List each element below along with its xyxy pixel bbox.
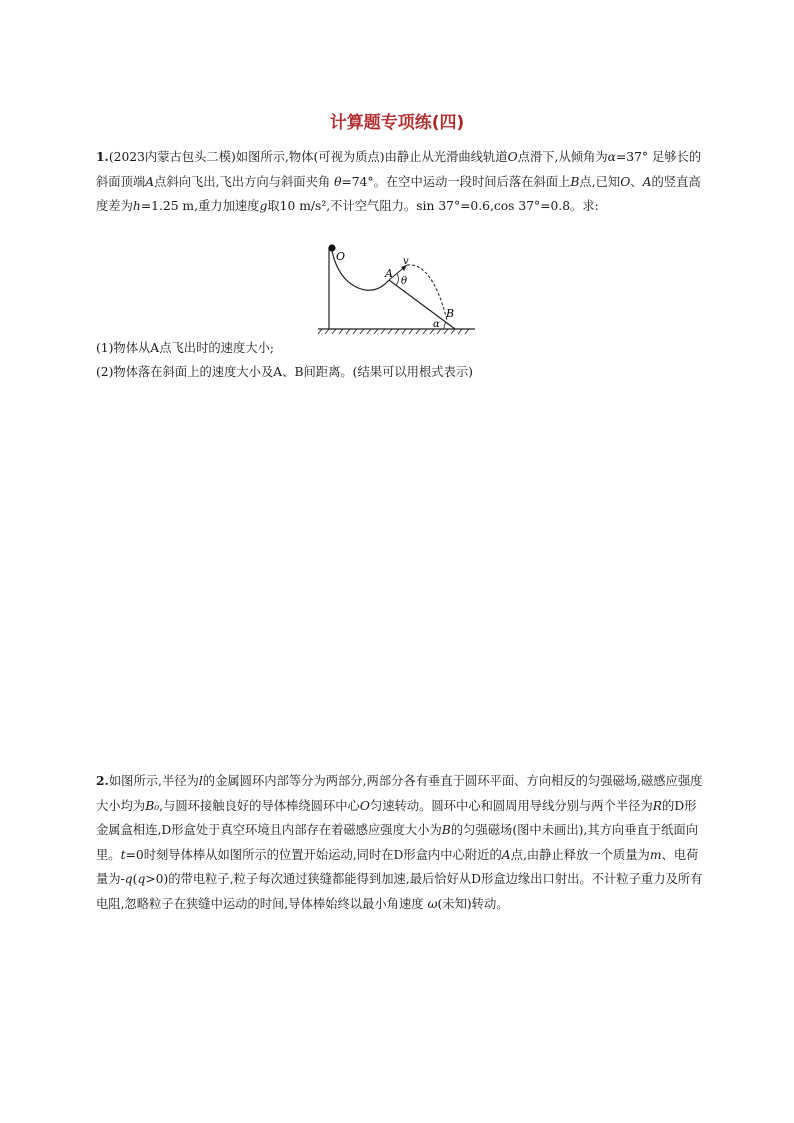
- var-m: m: [649, 847, 662, 862]
- var-h: h: [132, 199, 141, 213]
- q2-text: (: [132, 872, 138, 886]
- label-theta: θ: [401, 276, 408, 287]
- q1-text: =1.25 m,重力加速度: [140, 199, 260, 213]
- label-A: A: [385, 267, 393, 280]
- q1-subquestion-2: (2)物体落在斜面上的速度大小及A、B间距离。(结果可以用根式表示): [96, 365, 473, 379]
- incline-trajectory-figure: [312, 240, 482, 336]
- var-q: q: [137, 872, 146, 886]
- alpha-arc: [444, 322, 446, 329]
- q2-text: 点,由静止释放一个质量为: [510, 847, 650, 862]
- ground-hatching: [318, 329, 469, 334]
- var-B: B: [570, 174, 580, 189]
- ball: [328, 244, 335, 251]
- incline: [389, 280, 455, 329]
- var-O: O: [359, 798, 370, 813]
- label-alpha: α: [433, 319, 440, 330]
- var-g: g: [259, 199, 268, 213]
- question-1: [96, 145, 706, 219]
- q1-text: 点,已知: [579, 174, 621, 189]
- q1-text: 取10 m/s²,不计空气阻力。sin 37°=0.6,cos 37°=0.8。求:: [267, 199, 599, 213]
- q2-text: 的D形金属盒相连,D形盒处于真空环境且内部存在着磁感应强度大小为: [96, 798, 697, 837]
- var-omega: ω: [427, 896, 438, 911]
- var-t: t: [120, 847, 126, 862]
- q2-text: 匀速转动。圆环中心和圆周用导线分别与两个半径为: [369, 798, 653, 813]
- var-l: l: [198, 774, 203, 788]
- q2-text: 如图所示,半径为: [108, 774, 199, 788]
- var-q: q: [124, 872, 133, 886]
- q1-text: =37° 足够长的斜面顶端: [96, 150, 702, 189]
- var-O: O: [620, 174, 631, 189]
- q1-subquestion-1: (1)物体从A点飞出时的速度大小;: [96, 341, 275, 355]
- q2-text: =0时刻导体棒从如图所示的位置开始运动,同时在D形盒内中心附近的: [125, 847, 502, 862]
- q1-text: (2023内蒙古包头二模)如图所示,物体(可视为质点)由静止从光滑曲线轨道: [108, 150, 508, 164]
- q2-text: >0)的带电粒子,粒子每次通过狭缝都能得到加速,最后恰好从D形盒边缘出口射出。不计粒子重力及所有电阻,忽略粒子在狭缝中运动的时间,导体棒始终以最小角速度: [96, 872, 703, 911]
- var-A: A: [642, 174, 652, 189]
- page-title: 计算题专项练(四): [329, 113, 465, 133]
- q1-text: 、: [630, 174, 643, 189]
- var-O: O: [507, 150, 518, 164]
- var-A: A: [501, 847, 511, 862]
- question-2: [96, 769, 706, 916]
- theta-arc: [396, 274, 398, 285]
- q1-text: 的竖直高度差为: [96, 174, 701, 213]
- trajectory-dashed: [407, 265, 447, 320]
- var-B0: B₀: [145, 798, 160, 813]
- label-B: B: [446, 307, 455, 320]
- var-theta: θ: [334, 174, 342, 189]
- q1-text: 点斜向飞出,飞出方向与斜面夹角: [154, 174, 335, 189]
- var-alpha: α: [607, 150, 616, 164]
- q1-text: =74°。在空中运动一段时间后落在斜面上: [341, 174, 571, 189]
- q2-text: 的金属圆环内部等分为两部分,两部分各有垂直于圆环平面、方向相反的匀强磁场,磁感应强度大小均为: [96, 774, 703, 813]
- var-R: R: [652, 798, 663, 813]
- q2-text: ,与圆环接触良好的导体棒绕圆环中心: [159, 798, 360, 813]
- question-number: 2.: [96, 773, 109, 788]
- label-O: O: [336, 250, 346, 263]
- q1-text: 点滑下,从倾角为: [517, 150, 608, 164]
- var-B: B: [441, 823, 451, 837]
- question-number: 1.: [96, 149, 109, 164]
- q2-text: 、电荷量为-: [96, 847, 699, 886]
- label-v: v: [403, 256, 409, 267]
- q2-text: 的匀强磁场(图中未画出),其方向垂直于纸面向里。: [96, 823, 698, 862]
- var-A: A: [145, 174, 155, 189]
- q2-text: (未知)转动。: [437, 896, 509, 911]
